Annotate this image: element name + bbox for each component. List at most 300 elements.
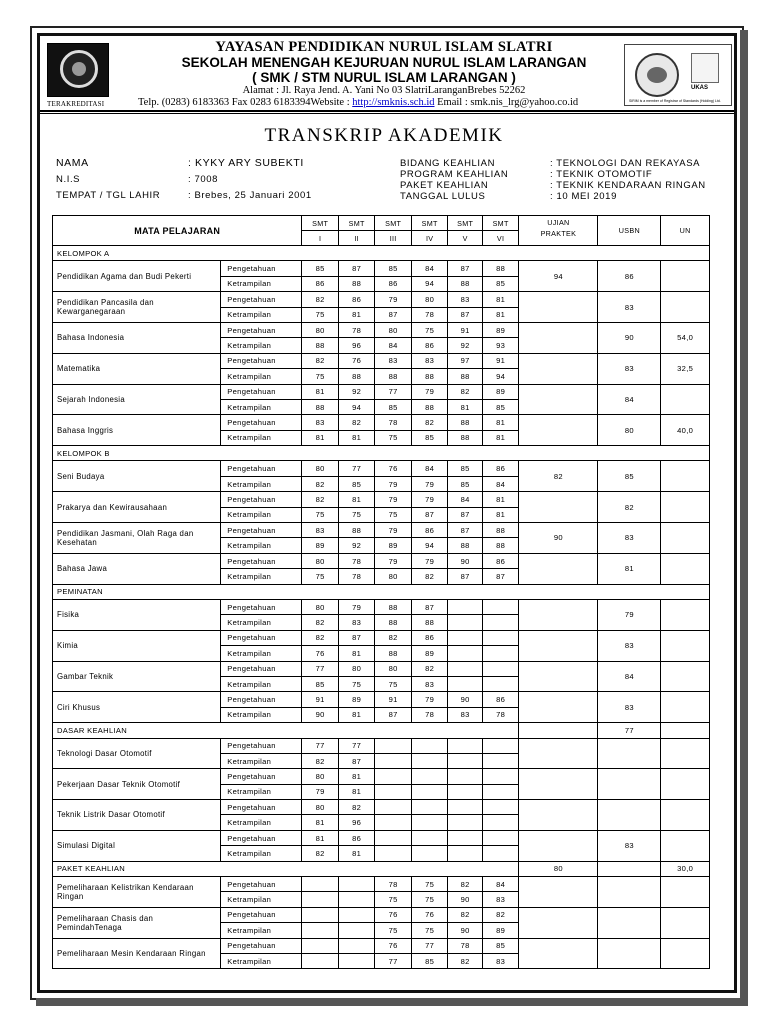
skill-score: 88 [448, 369, 482, 384]
practice-score [519, 877, 598, 908]
knowledge-score [482, 738, 519, 753]
skill-score: 75 [411, 923, 448, 938]
subject-name: Gambar Teknik [53, 661, 221, 692]
practice-score [519, 322, 598, 353]
knowledge-score [411, 800, 448, 815]
practice-score [519, 723, 598, 738]
skill-score [448, 784, 482, 799]
skill-score [375, 784, 412, 799]
skill-score: 75 [375, 507, 412, 522]
group-row [53, 446, 710, 461]
smt-header: SMT [411, 216, 448, 231]
practice-score: 94 [519, 261, 598, 292]
ukas-mark: UKAS [691, 85, 709, 91]
knowledge-score: 85 [448, 461, 482, 476]
knowledge-score: 87 [448, 523, 482, 538]
un-score [661, 877, 710, 908]
knowledge-score: 78 [375, 415, 412, 430]
knowledge-score: 76 [338, 353, 375, 368]
skill-score: 75 [375, 430, 412, 445]
knowledge-score: 79 [375, 553, 412, 568]
skill-score: 88 [338, 369, 375, 384]
un-score [661, 830, 710, 861]
knowledge-score: 86 [482, 692, 519, 707]
group-row [53, 861, 710, 876]
smt-header: SMT [375, 216, 412, 231]
knowledge-score: 92 [338, 384, 375, 399]
subject-name: Pemeliharaan Kelistrikan Kendaraan Ringan [53, 877, 221, 908]
knowledge-score: 79 [411, 692, 448, 707]
skill-score: 88 [338, 276, 375, 291]
aspect-skill: Ketrampilan [221, 815, 302, 830]
skill-score: 85 [411, 953, 448, 968]
skill-score: 90 [302, 707, 339, 722]
group-row [53, 246, 710, 261]
usbn-score [598, 877, 661, 908]
table-row [53, 907, 710, 922]
skill-score: 85 [411, 430, 448, 445]
skill-score: 88 [411, 369, 448, 384]
skill-score: 92 [338, 538, 375, 553]
program-label: PROGRAM KEAHLIAN [400, 169, 509, 180]
knowledge-score: 97 [448, 353, 482, 368]
knowledge-score: 76 [375, 938, 412, 953]
aspect-skill: Ketrampilan [221, 892, 302, 907]
package-value: : TEKNIK KENDARAAN RINGAN [550, 180, 706, 191]
skill-score: 81 [448, 399, 482, 414]
subject-name: Pendidikan Pancasila dan Kewarganegaraan [53, 292, 221, 323]
package-label: PAKET KEAHLIAN [400, 180, 489, 191]
knowledge-score: 83 [411, 353, 448, 368]
knowledge-score: 83 [375, 353, 412, 368]
group-label: PAKET KEAHLIAN [53, 861, 519, 876]
knowledge-score: 80 [302, 599, 339, 614]
skill-score: 87 [375, 307, 412, 322]
knowledge-score: 77 [302, 738, 339, 753]
skill-score: 78 [482, 707, 519, 722]
usbn-score [598, 861, 661, 876]
usbn-header: USBN [598, 216, 661, 246]
smt-header: SMT [338, 216, 375, 231]
skill-score: 75 [302, 507, 339, 522]
knowledge-score: 82 [302, 630, 339, 645]
practice-score: 90 [519, 523, 598, 554]
aspect-skill: Ketrampilan [221, 338, 302, 353]
skill-score [482, 753, 519, 768]
knowledge-score: 85 [375, 261, 412, 276]
usbn-score [598, 800, 661, 831]
skill-score: 82 [302, 476, 339, 491]
knowledge-score: 84 [411, 261, 448, 276]
knowledge-score [338, 938, 375, 953]
un-score [661, 599, 710, 630]
table-row [53, 492, 710, 507]
skill-score [448, 646, 482, 661]
knowledge-score [411, 769, 448, 784]
aspect-knowledge: Pengetahuan [221, 738, 302, 753]
practice-score [519, 661, 598, 692]
table-row [53, 599, 710, 614]
skill-score: 81 [302, 430, 339, 445]
subject-name: Seni Budaya [53, 461, 221, 492]
usbn-score: 84 [598, 384, 661, 415]
table-row [53, 738, 710, 753]
table-row [53, 384, 710, 399]
table-row [53, 523, 710, 538]
knowledge-score: 81 [302, 384, 339, 399]
un-score [661, 384, 710, 415]
frame-shadow [740, 30, 748, 1006]
skill-score: 94 [338, 399, 375, 414]
subject-name: Ciri Khusus [53, 692, 221, 723]
skill-score: 89 [375, 538, 412, 553]
knowledge-score: 88 [482, 523, 519, 538]
semester-number: II [338, 231, 375, 246]
skill-score: 76 [302, 646, 339, 661]
table-row [53, 877, 710, 892]
skill-score [411, 784, 448, 799]
skill-score: 78 [411, 307, 448, 322]
accreditation-label: TERAKREDITASI [47, 100, 105, 108]
knowledge-score [482, 800, 519, 815]
skill-score: 75 [375, 923, 412, 938]
un-score [661, 769, 710, 800]
aspect-skill: Ketrampilan [221, 707, 302, 722]
group-label: KELOMPOK A [53, 246, 710, 261]
subject-name: Teknik Listrik Dasar Otomotif [53, 800, 221, 831]
skill-score: 81 [482, 507, 519, 522]
knowledge-score [375, 800, 412, 815]
skill-score: 85 [482, 276, 519, 291]
frame-shadow-bottom [36, 998, 748, 1006]
school-short-name: ( SMK / STM NURUL ISLAM LARANGAN ) [252, 70, 516, 85]
skill-score: 81 [482, 307, 519, 322]
subject-name: Kimia [53, 630, 221, 661]
knowledge-score: 78 [375, 877, 412, 892]
table-row [53, 261, 710, 276]
knowledge-score: 79 [375, 523, 412, 538]
subject-name: Prakarya dan Kewirausahaan [53, 492, 221, 523]
skill-score: 81 [338, 646, 375, 661]
usbn-score: 84 [598, 661, 661, 692]
knowledge-score: 79 [411, 492, 448, 507]
skill-score: 77 [375, 953, 412, 968]
knowledge-score: 89 [482, 384, 519, 399]
skill-score [338, 892, 375, 907]
practice-score [519, 353, 598, 384]
aspect-knowledge: Pengetahuan [221, 630, 302, 645]
usbn-score [598, 938, 661, 969]
knowledge-score: 84 [448, 492, 482, 507]
subject-column-header: MATA PELAJARAN [53, 216, 302, 246]
knowledge-score: 84 [482, 877, 519, 892]
un-score [661, 492, 710, 523]
knowledge-score: 88 [448, 415, 482, 430]
table-row [53, 292, 710, 307]
knowledge-score [375, 769, 412, 784]
usbn-score: 85 [598, 461, 661, 492]
un-score [661, 523, 710, 554]
skill-score [375, 846, 412, 861]
knowledge-score: 89 [338, 692, 375, 707]
knowledge-score: 81 [482, 292, 519, 307]
knowledge-score: 90 [448, 553, 482, 568]
skill-score: 83 [482, 953, 519, 968]
skill-score [448, 815, 482, 830]
skill-score: 88 [411, 615, 448, 630]
aspect-knowledge: Pengetahuan [221, 599, 302, 614]
knowledge-score: 87 [411, 599, 448, 614]
aspect-skill: Ketrampilan [221, 569, 302, 584]
knowledge-score [448, 599, 482, 614]
subject-name: Simulasi Digital [53, 830, 221, 861]
skill-score: 87 [448, 569, 482, 584]
practice-score [519, 292, 598, 323]
website-link[interactable]: http://smknis.sch.id [352, 97, 435, 108]
header-rule-thin [40, 113, 734, 114]
knowledge-score: 81 [338, 492, 375, 507]
skill-score: 94 [482, 369, 519, 384]
semester-number: IV [411, 231, 448, 246]
usbn-score: 83 [598, 523, 661, 554]
graduation-label: TANGGAL LULUS [400, 191, 486, 202]
skill-score: 88 [375, 615, 412, 630]
usbn-score: 79 [598, 599, 661, 630]
skill-score: 85 [482, 399, 519, 414]
skill-score: 92 [448, 338, 482, 353]
knowledge-score: 75 [411, 322, 448, 337]
knowledge-score [375, 738, 412, 753]
group-label: KELOMPOK B [53, 446, 710, 461]
practice-score: 80 [519, 861, 598, 876]
un-score [661, 907, 710, 938]
knowledge-score: 82 [448, 877, 482, 892]
skill-score: 87 [448, 307, 482, 322]
skill-score: 88 [448, 430, 482, 445]
skill-score: 88 [448, 538, 482, 553]
subject-name: Bahasa Inggris [53, 415, 221, 446]
knowledge-score: 81 [302, 830, 339, 845]
table-row [53, 461, 710, 476]
knowledge-score: 86 [482, 461, 519, 476]
skill-score: 79 [302, 784, 339, 799]
skill-score: 78 [411, 707, 448, 722]
un-score [661, 800, 710, 831]
aspect-knowledge: Pengetahuan [221, 938, 302, 953]
header-rule [40, 110, 734, 112]
skill-score: 84 [482, 476, 519, 491]
skill-score: 88 [482, 538, 519, 553]
aspect-knowledge: Pengetahuan [221, 661, 302, 676]
aspect-knowledge: Pengetahuan [221, 830, 302, 845]
skill-score: 83 [482, 892, 519, 907]
skill-score: 85 [375, 399, 412, 414]
aspect-knowledge: Pengetahuan [221, 523, 302, 538]
knowledge-score: 90 [448, 692, 482, 707]
aspect-skill: Ketrampilan [221, 753, 302, 768]
skill-score: 82 [302, 753, 339, 768]
usbn-score: 81 [598, 553, 661, 584]
usbn-score: 83 [598, 830, 661, 861]
knowledge-score: 80 [302, 769, 339, 784]
practice-score [519, 938, 598, 969]
subject-name: Matematika [53, 353, 221, 384]
knowledge-score: 86 [411, 630, 448, 645]
knowledge-score: 82 [338, 800, 375, 815]
skill-score: 83 [338, 615, 375, 630]
knowledge-score: 82 [302, 353, 339, 368]
practice-score [519, 830, 598, 861]
knowledge-score: 82 [302, 292, 339, 307]
un-score [661, 292, 710, 323]
practice-exam-header: UJIAN PRAKTEK [519, 216, 598, 246]
knowledge-score [448, 661, 482, 676]
aspect-skill: Ketrampilan [221, 430, 302, 445]
knowledge-score: 77 [375, 384, 412, 399]
usbn-score: 82 [598, 492, 661, 523]
knowledge-score: 82 [411, 415, 448, 430]
table-row [53, 553, 710, 568]
knowledge-score [482, 830, 519, 845]
aspect-skill: Ketrampilan [221, 538, 302, 553]
skill-score: 78 [338, 569, 375, 584]
un-score: 40,0 [661, 415, 710, 446]
knowledge-score: 79 [411, 553, 448, 568]
un-score [661, 723, 710, 738]
usbn-score: 80 [598, 415, 661, 446]
skill-score [411, 846, 448, 861]
aspect-skill: Ketrampilan [221, 369, 302, 384]
skill-score: 75 [375, 676, 412, 691]
aspect-skill: Ketrampilan [221, 307, 302, 322]
knowledge-score: 75 [411, 877, 448, 892]
table-row [53, 415, 710, 430]
knowledge-score: 85 [302, 261, 339, 276]
aspect-knowledge: Pengetahuan [221, 800, 302, 815]
skill-score [448, 615, 482, 630]
practice-score [519, 692, 598, 723]
knowledge-score: 81 [482, 492, 519, 507]
group-row [53, 723, 710, 738]
knowledge-score: 91 [482, 353, 519, 368]
skill-score [482, 784, 519, 799]
knowledge-score [375, 830, 412, 845]
semester-number: III [375, 231, 412, 246]
table-row [53, 322, 710, 337]
document-title: TRANSKRIP AKADEMIK [264, 125, 504, 146]
practice-score [519, 907, 598, 938]
nis-label: N.I.S [56, 174, 81, 185]
skill-score: 88 [411, 399, 448, 414]
subject-name: Bahasa Indonesia [53, 322, 221, 353]
un-score [661, 553, 710, 584]
aspect-skill: Ketrampilan [221, 784, 302, 799]
skill-score: 75 [375, 892, 412, 907]
skill-score: 88 [302, 399, 339, 414]
aspect-knowledge: Pengetahuan [221, 353, 302, 368]
subject-name: Bahasa Jawa [53, 553, 221, 584]
knowledge-score: 89 [482, 322, 519, 337]
nis-value: : 7008 [188, 174, 219, 185]
practice-score [519, 415, 598, 446]
aspect-skill: Ketrampilan [221, 676, 302, 691]
aspect-knowledge: Pengetahuan [221, 553, 302, 568]
aspect-knowledge: Pengetahuan [221, 907, 302, 922]
foundation-name: YAYASAN PENDIDIKAN NURUL ISLAM SLATRI [215, 39, 553, 55]
knowledge-score [411, 738, 448, 753]
school-name: SEKOLAH MENENGAH KEJURUAN NURUL ISLAM LARANGAN [181, 55, 587, 70]
skill-score: 86 [375, 276, 412, 291]
group-row [53, 584, 710, 599]
usbn-score [598, 769, 661, 800]
group-label: PEMINATAN [53, 584, 710, 599]
skill-score: 81 [338, 707, 375, 722]
skill-score: 89 [482, 923, 519, 938]
knowledge-score: 82 [411, 661, 448, 676]
usbn-score: 77 [598, 723, 661, 738]
skill-score [338, 953, 375, 968]
knowledge-score: 78 [338, 553, 375, 568]
knowledge-score: 81 [338, 769, 375, 784]
name-value: : KYKY ARY SUBEKTI [188, 157, 304, 169]
un-score [661, 261, 710, 292]
name-label: NAMA [56, 157, 89, 169]
knowledge-score: 80 [302, 461, 339, 476]
table-row [53, 830, 710, 845]
knowledge-score: 79 [375, 292, 412, 307]
skill-score [338, 923, 375, 938]
semester-number: VI [482, 231, 519, 246]
skill-score: 82 [302, 615, 339, 630]
school-contact [138, 97, 578, 108]
subject-name: Fisika [53, 599, 221, 630]
table-row [53, 769, 710, 784]
table-row [53, 800, 710, 815]
un-score [661, 692, 710, 723]
knowledge-score: 86 [338, 292, 375, 307]
skill-score: 83 [448, 707, 482, 722]
knowledge-score: 86 [338, 830, 375, 845]
skill-score: 85 [302, 676, 339, 691]
skill-score [482, 846, 519, 861]
knowledge-score [482, 599, 519, 614]
knowledge-score: 88 [482, 261, 519, 276]
usbn-score: 86 [598, 261, 661, 292]
knowledge-score [338, 907, 375, 922]
knowledge-score: 81 [482, 415, 519, 430]
skill-score: 96 [338, 338, 375, 353]
skill-score [302, 923, 339, 938]
knowledge-score: 88 [375, 599, 412, 614]
knowledge-score: 80 [302, 553, 339, 568]
skill-score [411, 753, 448, 768]
practice-score [519, 492, 598, 523]
skill-score: 88 [302, 338, 339, 353]
knowledge-score: 76 [375, 461, 412, 476]
knowledge-score: 82 [302, 492, 339, 507]
knowledge-score: 80 [338, 661, 375, 676]
skill-score [375, 815, 412, 830]
knowledge-score [482, 630, 519, 645]
skill-score: 87 [482, 569, 519, 584]
skill-score: 82 [411, 569, 448, 584]
practice-score [519, 553, 598, 584]
usbn-score [598, 907, 661, 938]
school-address: Alamat : Jl. Raya Jend. A. Yani No 03 SlatriLaranganBrebes 52262 [242, 85, 526, 96]
skill-score: 87 [411, 507, 448, 522]
skill-score: 75 [302, 307, 339, 322]
skill-score: 81 [338, 784, 375, 799]
